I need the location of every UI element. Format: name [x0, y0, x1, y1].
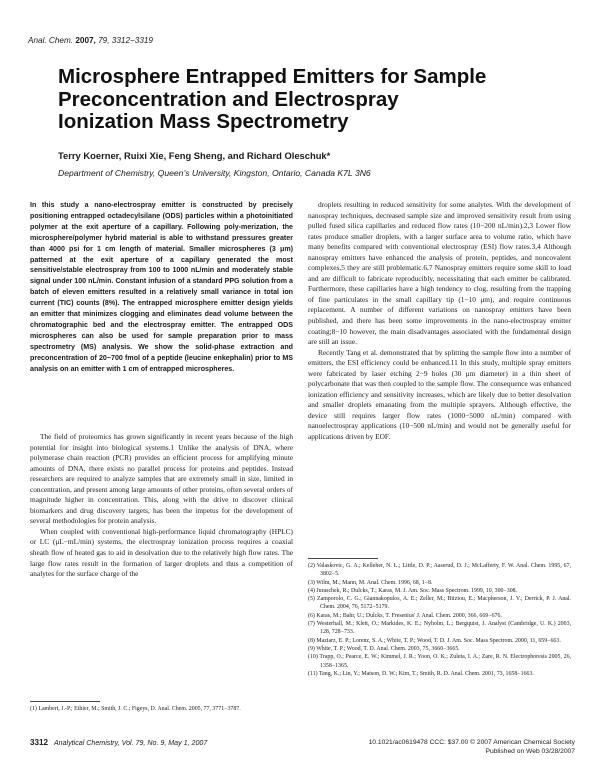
footnote-list: [30, 705, 293, 713]
citation-volume-pages: 79, 3312−3319: [98, 36, 153, 45]
body-paragraph: When coupled with conventional high-performance liquid chromatography (HPLC) or LC (μL−mL/min) systems, the electrospray ionization process requires a coaxial sheath flow of heated gas to aid in desolvation due to the relatively high flow rates. The large flow rates result in the formation of larger droplets and thus a competition of analytes for the surface charge of the: [30, 526, 293, 579]
reference-item: (6) Karas, M.; Bahr, U.; Dulcks, T. Fresenius' J. Anal. Chem. 2000, 366, 669−676.: [308, 612, 502, 619]
references-divider: [308, 558, 378, 559]
journal-issue: Analytical Chemistry, Vol. 79, No. 9, May 1, 2007: [53, 739, 208, 747]
footer-publication-info: [318, 738, 575, 756]
reference-item: (10) Trapp, O.; Pearce, E. W.; Kimmel, J. R.; Yoon, O. K.; Zuleta, I. A.; Zare, R. N. Electrophoresis 2005, 26, 1358−1365.: [308, 654, 571, 669]
reference-item: (4) Juraschek, R.; Dulcks, T.; Karas, M. J. Am. Soc. Mass Spectrom. 1999, 10, 300−308.: [308, 587, 518, 594]
author-list: Terry Koerner, Ruixi Xie, Feng Sheng, and Richard Oleschuk*: [58, 150, 331, 161]
reference-item: (7) Westerhall, M.; Klett, O.; Markides, K. E.; Nyholm, L.; Bergquist, J. Analyst (Cambridge, U. K.) 2003, 128, 728−733.: [308, 621, 571, 636]
publication-date: Published on Web 03/28/2007: [485, 748, 575, 755]
reference-list: [308, 562, 571, 678]
footnote-item: (1) Lambert, J.-P.; Ethier, M.; Smith, J. C.; Figeys, D. Anal. Chem. 2005, 77, 3771−3787.: [30, 706, 241, 712]
doi-copyright: 10.1021/ac0619478 CCC: $37.00 © 2007 American Chemical Society: [368, 739, 575, 746]
left-body-text: [30, 432, 293, 580]
reference-item: (9) White, T. P.; Wood, T. D. Anal. Chem. 2003, 75, 3660−3665.: [308, 645, 460, 652]
reference-item: (5) Zamporolo, C. G.; Giannakopulos, A. E.; Zeller, M.; Bitziou, E.; Macpherson, J. V.; Derrick, P. J. Anal. Chem. 2004, 76, 5172−5179.: [308, 596, 571, 611]
citation-year: 2007,: [75, 36, 96, 45]
abstract: In this study a nano-electrospray emitter is constructed by precisely positioning entrapped octadecylsilane (ODS) particles within a photoinitiated polymer at the exit aperture of a capillary. Following poly-merization, the microsphere/polymer hybrid material is able to withstand pressures greater than 4000 psi for 1 cm length of material. Smaller microspheres (3 μm) patterned at the exit aperture of a capillary generated the most sensitive/stable electrospray from 100 to 1000 nL/min and moderately stable signal under 100 nL/min. Constant infusion of a standard PPG solution from a batch of eleven emitters resulted in a relatively small variance in total ion current (TIC) counts (8%). The entrapped microsphere emitter design yields an emitter that minimizes clogging and eliminates dead volume between the chromatographic bed and the electrospray emitter. The entrapped ODS microspheres can also be used for sample preparation prior to mass spectrometry (MS) analysis. We show the solid-phase extraction and preconcentration of 20−700 fmol of a peptide (leucine enkephalin) prior to MS analysis on an emitter with 1 cm of entrapped microspheres.: [30, 201, 293, 373]
body-paragraph: droplets resulting in reduced sensitivity for some analytes. With the development of nanospray techniques, decreased sample size and improved sensitivity result from using pulled fused silica capillaries and reduced flow rates (10−200 nL/min).2,3 Lower flow rates produce smaller droplets, with a larger surface area to volume ratio, which have many benefits compared with conventional electrospray (ESI) flow rates.3,4 Although nanospray emitters have enhanced the analysis of protein, peptides, and noncovalent complexes,5 they are still problematic.6,7 Nanospray emitters require some skill to load and are difficult to fabricate reproducibly, necessitating that each emitter be calibrated. Furthermore, these capillaries have a high tendency to clog, resulting from the trapping of fine particulates in the small capillary tip (1−10 μm), and require continuous replacement. A number of different variations on nanospray emitters have been published, and there has been some improvements in the nano-electrospray emitter coating;8−10 however, the main disadvantages associated with the fundamental design are still an issue.: [308, 200, 571, 347]
affiliation: Department of Chemistry, Queen’s University, Kingston, Ontario, Canada K7L 3N6: [58, 168, 371, 178]
journal-citation: [28, 36, 153, 45]
body-paragraph: Recently Tang et al. demonstrated that by splitting the sample flow into a number of emitters, the ESI efficiency could be enhanced.11 In this study, multiple spray emitters were fabricated by laser etching 2−9 holes (30 μm diameter) in a thin sheet of polycarbonate that was then coupled to the sample flow. The consequence was enhanced ionization efficiency and sensitivity increases, which are likely due to better desolvation and smaller droplets emanating from the multiple sprayers. Although effective, the device still requires larger flow rates (1000−5000 nL/min) compared with nanoelectrospray applications (10−500 nL/min) and would not be generally useful for applications driven by EOF.: [308, 347, 571, 442]
page-number: 3312: [30, 738, 49, 747]
footnote-divider: [30, 701, 100, 702]
article-title: Microsphere Entrapped Emitters for Sample Preconcentration and Electrospray Ionization Mass Spectrometry: [58, 65, 487, 133]
reference-item: (3) Wilm, M.; Mann, M. Anal. Chem. 1996, 68, 1−8.: [308, 579, 433, 586]
footer-journal-info: [30, 738, 207, 747]
reference-item: (11) Tang, K.; Lin, Y.; Matson, D. W.; Kim, T.; Smith, R. D. Anal. Chem. 2001, 73, 1658−1663.: [308, 670, 534, 677]
reference-item: (2) Valaskovic, G. A.; Kelleher, N. L.; Little, D. P.; Aaserud, D. J.; McLafferty, F. W. Anal. Chem. 1995, 67, 3802−5.: [308, 563, 571, 578]
body-paragraph: The field of proteomics has grown significantly in recent years because of the high potential for insight into biological systems.1 Unlike the analysis of DNA, where polymerase chain reaction (PCR) provides an efficient process for amplifying minute amounts of DNA, there exists no parallel process for proteins and peptides. Instead researchers are required to analyze samples that are extremely small in size, limited in concentration, and present among large amounts of other proteins, often several orders of magnitude higher in concentration. This, along with the drive to discover clinical biomarkers and drug discovery targets, has been the impetus for the development of several methodologies for protein analysis.: [30, 432, 293, 526]
citation-journal: Anal. Chem.: [28, 36, 74, 45]
right-body-text: [308, 200, 571, 443]
reference-item: (8) Maziarz, E. P.; Lorenz, S. A.; White, T. P.; Wood, T. D. J. Am. Soc. Mass Spectrom. 2000, 11, 659−663.: [308, 637, 561, 644]
